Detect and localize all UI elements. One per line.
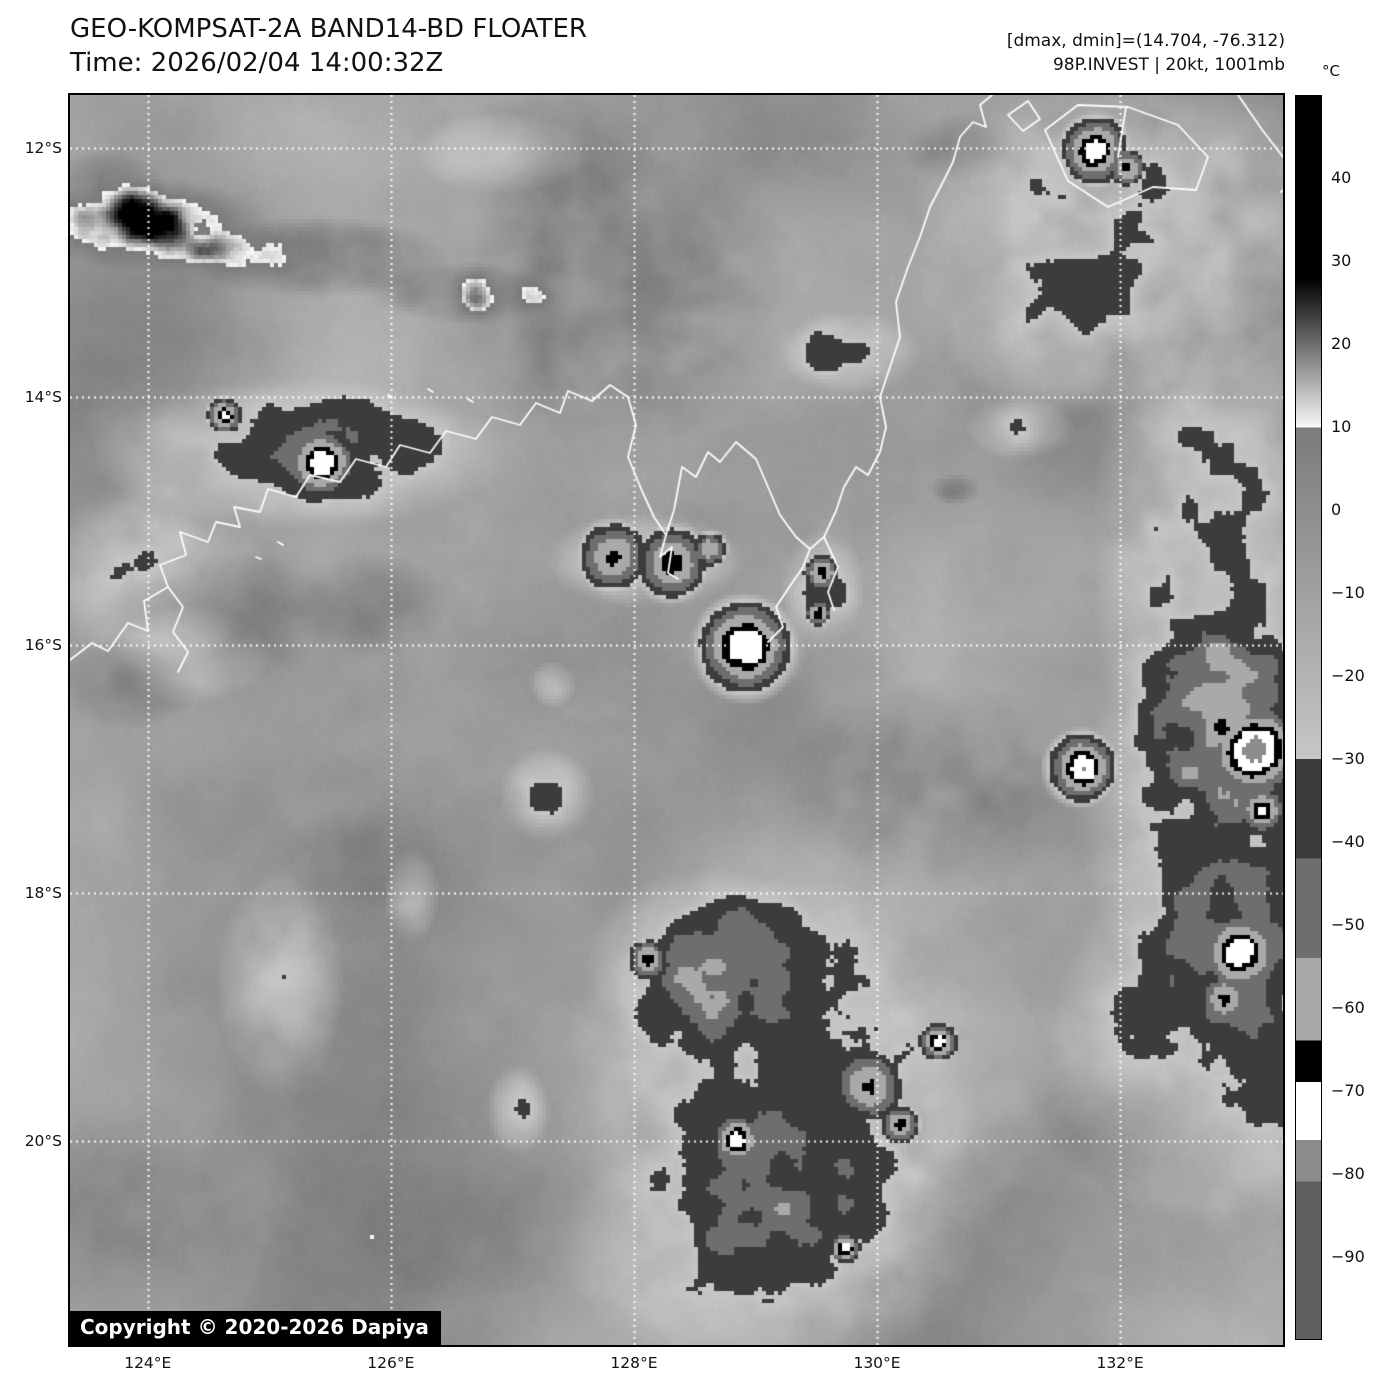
dmax-dmin-readout: [dmax, dmin]=(14.704, -76.312)	[1006, 31, 1285, 51]
image-timestamp: Time: 2026/02/04 14:00:32Z	[70, 48, 444, 78]
lon-axis-label: 128°E	[610, 1354, 658, 1372]
lat-axis-label: 20°S	[24, 1132, 62, 1151]
lon-axis-label: 130°E	[853, 1354, 901, 1372]
temperature-colorbar	[1295, 95, 1322, 1340]
colorbar-tick-label: −20	[1331, 666, 1365, 685]
colorbar-tick-label: 30	[1331, 251, 1352, 270]
colorbar-tick-label: −60	[1331, 998, 1365, 1017]
lon-axis-label: 124°E	[124, 1354, 172, 1372]
lat-axis-label: 12°S	[24, 139, 62, 158]
colorbar-tick-label: −10	[1331, 583, 1365, 602]
colorbar-unit-label: °C	[1322, 62, 1340, 80]
lat-axis-label: 14°S	[24, 387, 62, 406]
colorbar-tick-label: 10	[1331, 417, 1352, 436]
colorbar-tick-label: −30	[1331, 749, 1365, 768]
page-title: GEO-KOMPSAT-2A BAND14-BD FLOATER	[70, 14, 587, 44]
colorbar-tick-label: 40	[1331, 168, 1352, 187]
storm-info-readout: 98P.INVEST | 20kt, 1001mb	[1052, 54, 1285, 75]
lat-axis-label: 18°S	[24, 884, 62, 903]
colorbar-tick-label: −70	[1331, 1081, 1365, 1100]
colorbar-tick-label: 20	[1331, 334, 1352, 353]
annotation-block	[1007, 30, 1285, 78]
colorbar-tick-label: −90	[1331, 1247, 1365, 1266]
copyright-badge: Copyright © 2020-2026 Dapiya	[70, 1311, 441, 1345]
satellite-ir-canvas	[70, 95, 1283, 1345]
map-plot-frame	[68, 93, 1285, 1347]
lon-axis-label: 132°E	[1096, 1354, 1144, 1372]
colorbar-tick-label: 0	[1331, 500, 1342, 519]
colorbar-tick-label: −80	[1331, 1164, 1365, 1183]
colorbar-tick-label: −50	[1331, 915, 1365, 934]
lon-axis-label: 126°E	[367, 1354, 415, 1372]
colorbar-tick-label: −40	[1331, 832, 1365, 851]
lat-axis-label: 16°S	[24, 635, 62, 654]
